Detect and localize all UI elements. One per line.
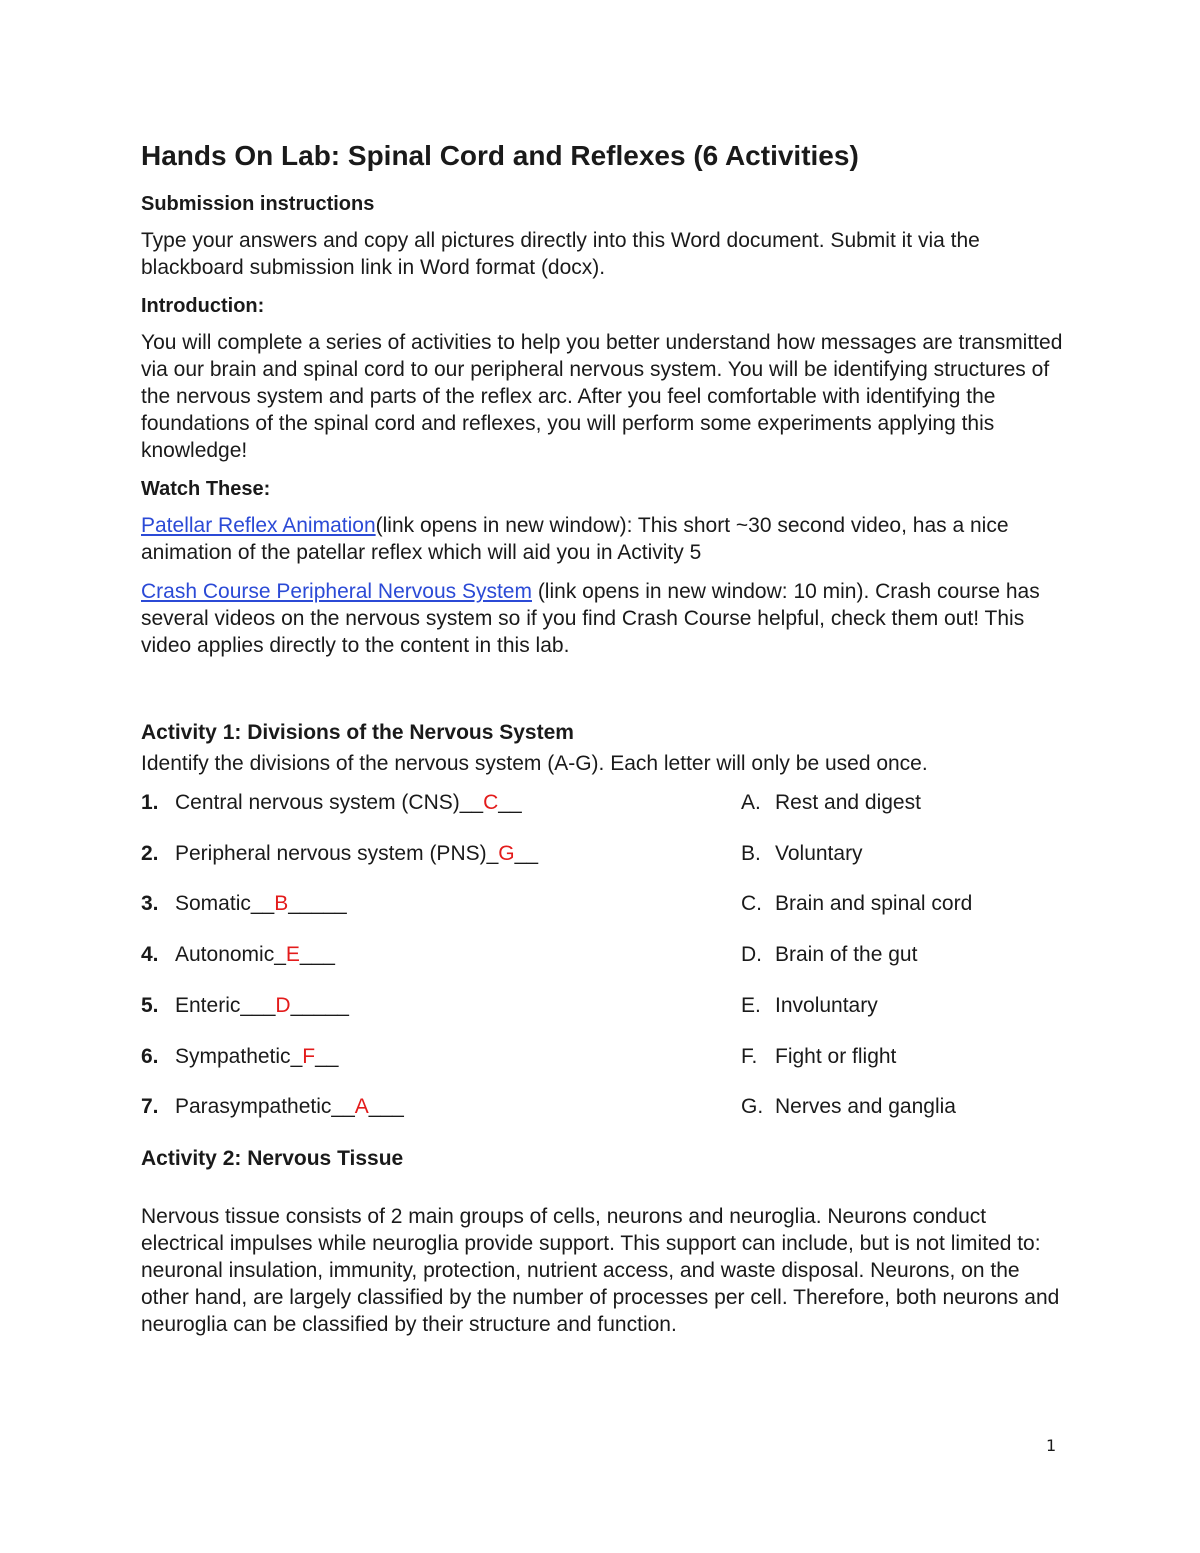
activity2-title: Activity 2: Nervous Tissue <box>141 1147 404 1171</box>
option-text: Involuntary <box>775 994 878 1018</box>
answer-value[interactable]: A <box>354 1095 369 1119</box>
answer-blank-pre: _ <box>290 1045 303 1069</box>
match-row <box>141 783 1071 823</box>
question-label: Sympathetic <box>175 1045 291 1069</box>
submission-body: Type your answers and copy all pictures directly into this Word document. Submit it via the blackboard submission link in Word format (docx). <box>141 229 980 279</box>
match-row <box>141 1037 1071 1077</box>
option-item <box>741 1087 956 1127</box>
introduction-heading: Introduction: <box>141 295 265 317</box>
option-letter: D. <box>741 943 762 967</box>
watch-heading: Watch These: <box>141 478 271 500</box>
match-row <box>141 884 1071 924</box>
answer-blank-post: _____ <box>288 892 347 916</box>
question-number: 6. <box>141 1045 159 1069</box>
answer-blank-post: __ <box>315 1045 339 1069</box>
option-text: Nerves and ganglia <box>775 1095 956 1119</box>
question-item <box>141 884 347 924</box>
answer-value[interactable]: C <box>483 791 499 815</box>
submission-heading: Submission instructions <box>141 193 375 215</box>
option-item <box>741 783 921 823</box>
option-text: Fight or flight <box>775 1045 897 1069</box>
answer-blank-pre: ___ <box>240 994 276 1018</box>
question-label: Somatic <box>175 892 251 916</box>
match-row <box>141 1087 1071 1127</box>
activity1-instructions: Identify the divisions of the nervous system (A-G). Each letter will only be used once. <box>141 752 928 776</box>
question-item <box>141 935 335 975</box>
question-item <box>141 1037 338 1077</box>
answer-blank-post: __ <box>498 791 522 815</box>
option-item <box>741 834 863 874</box>
question-number: 5. <box>141 994 159 1018</box>
match-row <box>141 834 1071 874</box>
match-row <box>141 986 1071 1026</box>
answer-blank-pre: _ <box>486 842 499 866</box>
option-letter: B. <box>741 842 761 866</box>
activity1-title: Activity 1: Divisions of the Nervous System <box>141 721 574 744</box>
question-label: Enteric <box>175 994 241 1018</box>
matching-list <box>141 783 1071 1145</box>
answer-value[interactable]: B <box>274 892 289 916</box>
answer-blank-post: __ <box>514 842 538 866</box>
section-spacer <box>141 671 1071 719</box>
page-number: 1 <box>1046 1436 1057 1455</box>
introduction-body: You will complete a series of activities to help you better understand how messages are transmitted via our brain and spinal cord to our peripheral nervous system. You will be identifying structures of the nervous system and parts of the reflex arc. After you feel comfortable with identifying the foundations of the spinal cord and reflexes, you will perform some experiments applying this knowledge! <box>141 331 1063 462</box>
answer-blank-post: ___ <box>299 943 335 967</box>
question-number: 2. <box>141 842 159 866</box>
answer-blank-pre: __ <box>331 1095 355 1119</box>
question-label: Peripheral nervous system (PNS) <box>175 842 487 866</box>
option-letter: A. <box>741 791 761 815</box>
question-label: Central nervous system (CNS) <box>175 791 460 815</box>
video1-description: (link opens in new window): This short ~30 second video, has a nice animation of the patellar reflex which will aid you in Activity 5 <box>141 514 1009 564</box>
answer-blank-pre: _ <box>274 943 286 967</box>
video1-paragraph <box>141 512 1071 566</box>
option-letter: F. <box>741 1045 758 1069</box>
option-letter: G. <box>741 1095 764 1119</box>
option-text: Brain of the gut <box>775 943 918 967</box>
question-number: 7. <box>141 1095 159 1119</box>
answer-value[interactable]: E <box>285 943 300 967</box>
answer-blank-pre: __ <box>250 892 275 916</box>
question-number: 3. <box>141 892 159 916</box>
answer-value[interactable]: G <box>498 842 515 866</box>
question-item <box>141 834 538 874</box>
option-item <box>741 935 917 975</box>
question-item <box>141 783 522 823</box>
option-item <box>741 884 972 924</box>
option-item <box>741 1037 896 1077</box>
option-letter: C. <box>741 892 762 916</box>
option-text: Rest and digest <box>775 791 921 815</box>
answer-blank-post: _____ <box>290 994 349 1018</box>
crash-course-link[interactable]: Crash Course Peripheral Nervous System <box>141 580 532 603</box>
activity2-body: Nervous tissue consists of 2 main groups of cells, neurons and neuroglia. Neurons conduct electrical impulses while neuroglia provide support. This support can include, but is not limited to: neuronal insulation, immunity, protection, nutrient access, and waste disposal. Neurons, on the other hand, are largely classified by the number of processes per cell. Therefore, both neurons and neuroglia can be classified by their structure and function. <box>141 1204 1060 1336</box>
option-item <box>741 986 878 1026</box>
answer-blank-post: ___ <box>368 1095 404 1119</box>
answer-value[interactable]: F <box>302 1045 316 1069</box>
answer-value[interactable]: D <box>275 994 291 1018</box>
question-item <box>141 986 349 1026</box>
option-text: Brain and spinal cord <box>775 892 973 916</box>
question-number: 1. <box>141 791 159 815</box>
option-text: Voluntary <box>775 842 863 866</box>
answer-blank-pre: __ <box>459 791 484 815</box>
video2-description: (link opens in new window: 10 min). Crash course has several videos on the nervous system so if you find Crash Course helpful, check them out! This video applies directly to the content in this lab. <box>141 580 1040 657</box>
patellar-reflex-link[interactable]: Patellar Reflex Animation <box>141 514 376 537</box>
video2-paragraph <box>141 578 1071 659</box>
question-item <box>141 1087 404 1127</box>
document-title: Hands On Lab: Spinal Cord and Reflexes (6 Activities) <box>141 140 859 171</box>
match-row <box>141 935 1071 975</box>
question-label: Parasympathetic <box>175 1095 332 1119</box>
question-label: Autonomic <box>175 943 275 967</box>
option-letter: E. <box>741 994 761 1018</box>
question-number: 4. <box>141 943 159 967</box>
document-content <box>141 138 1071 1350</box>
